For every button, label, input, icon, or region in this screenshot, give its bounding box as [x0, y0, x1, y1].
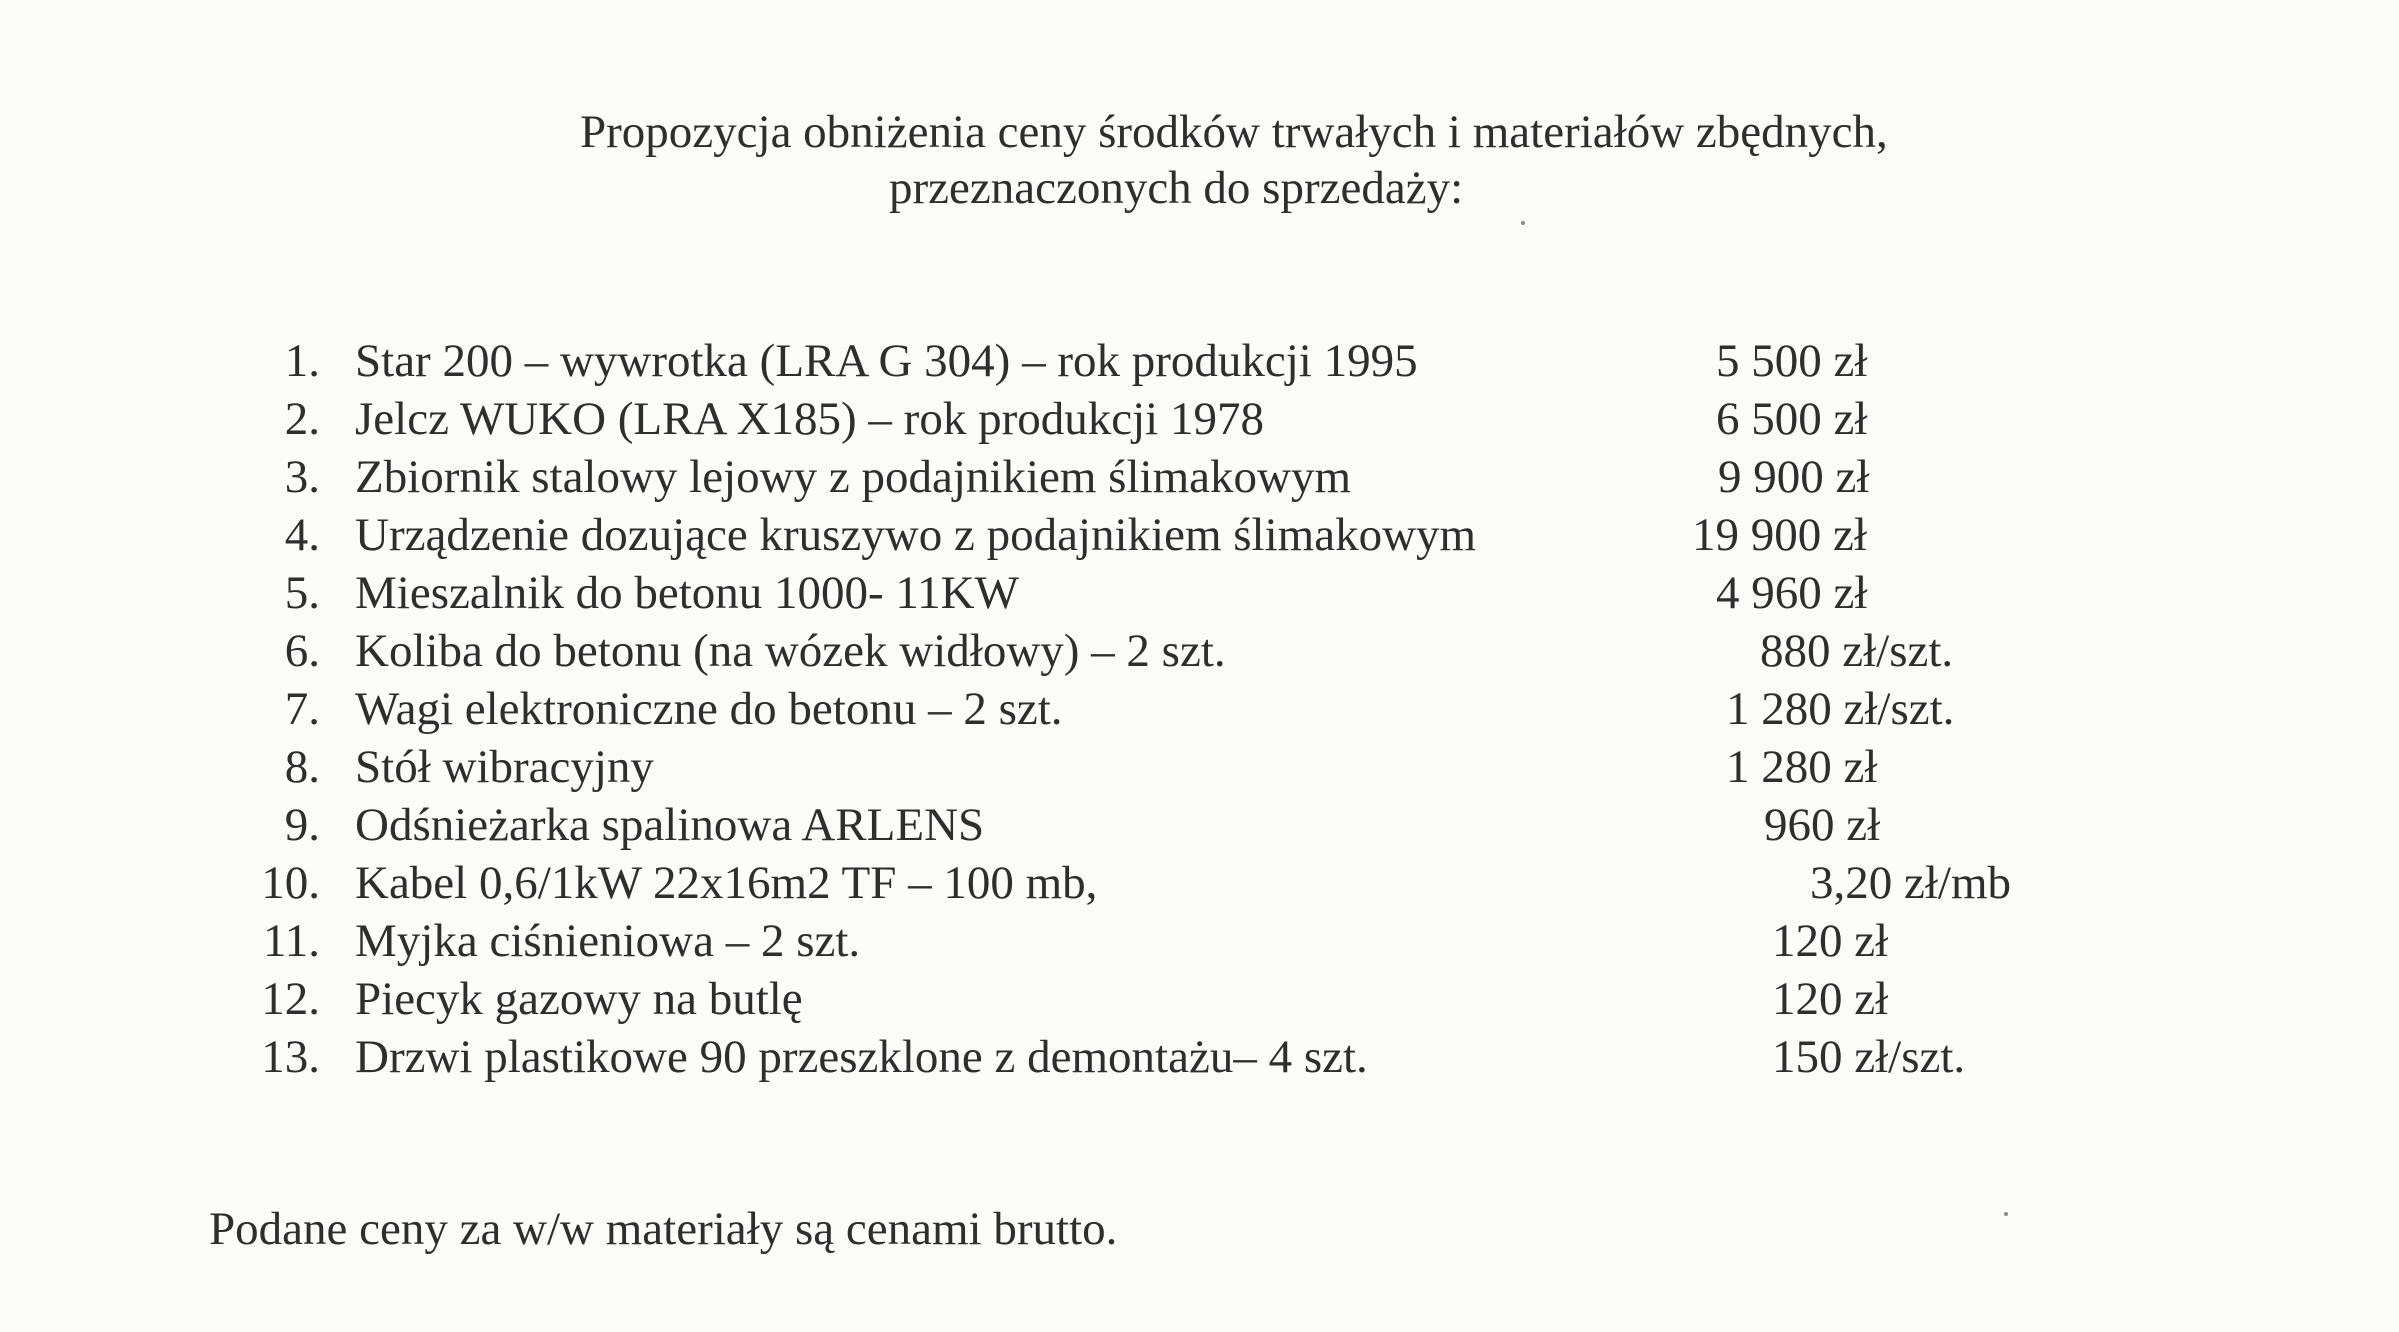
- item-price: 5 500 zł: [1716, 335, 1868, 387]
- item-description: Mieszalnik do betonu 1000- 11KW: [355, 567, 1019, 619]
- item-number: 9.: [284, 799, 320, 851]
- item-description: Piecyk gazowy na butlę: [355, 973, 803, 1025]
- item-number: 7.: [284, 683, 320, 735]
- list-item: [0, 506, 2399, 564]
- title-line-2: przeznaczonych do sprzedaży:: [889, 162, 1464, 214]
- item-description: Jelcz WUKO (LRA X185) – rok produkcji 1978: [355, 393, 1264, 445]
- item-number: 13.: [261, 1031, 320, 1083]
- list-item: [0, 796, 2399, 854]
- item-description: Koliba do betonu (na wózek widłowy) – 2 szt.: [355, 625, 1226, 677]
- list-item: [0, 390, 2399, 448]
- list-item: [0, 564, 2399, 622]
- item-description: Zbiornik stalowy lejowy z podajnikiem ślimakowym: [355, 451, 1351, 503]
- item-description: Myjka ciśnieniowa – 2 szt.: [355, 915, 861, 967]
- item-price: 120 zł: [1772, 915, 1889, 967]
- item-description: Wagi elektroniczne do betonu – 2 szt.: [355, 683, 1063, 735]
- item-price: 1 280 zł: [1726, 741, 1878, 793]
- list-item: [0, 622, 2399, 680]
- item-number: 1.: [284, 335, 320, 387]
- item-number: 11.: [262, 915, 320, 967]
- item-price: 1 280 zł/szt.: [1726, 683, 1955, 735]
- item-number: 4.: [284, 509, 320, 561]
- item-price: 3,20 zł/mb: [1810, 857, 2012, 909]
- item-price: 4 960 zł: [1716, 567, 1868, 619]
- list-item: [0, 912, 2399, 970]
- list-item: [0, 1028, 2399, 1086]
- footer-note: Podane ceny za w/w materiały są cenami brutto.: [209, 1203, 1118, 1255]
- item-description: Drzwi plastikowe 90 przeszklone z demontażu– 4 szt.: [355, 1031, 1368, 1083]
- item-description: Star 200 – wywrotka (LRA G 304) – rok produkcji 1995: [355, 335, 1418, 387]
- item-number: 2.: [284, 393, 320, 445]
- item-price: 120 zł: [1772, 973, 1889, 1025]
- list-item: [0, 970, 2399, 1028]
- item-price: 6 500 zł: [1716, 393, 1868, 445]
- item-number: 10.: [261, 857, 320, 909]
- item-number: 8.: [284, 741, 320, 793]
- list-item: [0, 854, 2399, 912]
- item-number: 6.: [284, 625, 320, 677]
- item-price: 150 zł/szt.: [1772, 1031, 1966, 1083]
- list-item: [0, 448, 2399, 506]
- list-item: [0, 680, 2399, 738]
- item-price: 9 900 zł: [1718, 451, 1870, 503]
- item-number: 3.: [284, 451, 320, 503]
- item-description: Odśnieżarka spalinowa ARLENS: [355, 799, 985, 851]
- item-number: 12.: [261, 973, 320, 1025]
- item-price: 19 900 zł: [1692, 509, 1867, 561]
- item-price: 880 zł/szt.: [1760, 625, 1954, 677]
- item-description: Stół wibracyjny: [355, 741, 654, 793]
- item-description: Kabel 0,6/1kW 22x16m2 TF – 100 mb,: [355, 857, 1098, 909]
- scan-speck: [1521, 221, 1525, 225]
- list-item: [0, 332, 2399, 390]
- item-number: 5.: [284, 567, 320, 619]
- title-line-1: Propozycja obniżenia ceny środków trwałych i materiałów zbędnych,: [580, 106, 1888, 158]
- item-description: Urządzenie dozujące kruszywo z podajnikiem ślimakowym: [355, 509, 1477, 561]
- list-item: [0, 738, 2399, 796]
- item-price: 960 zł: [1764, 799, 1881, 851]
- scan-speck: [2004, 1212, 2008, 1216]
